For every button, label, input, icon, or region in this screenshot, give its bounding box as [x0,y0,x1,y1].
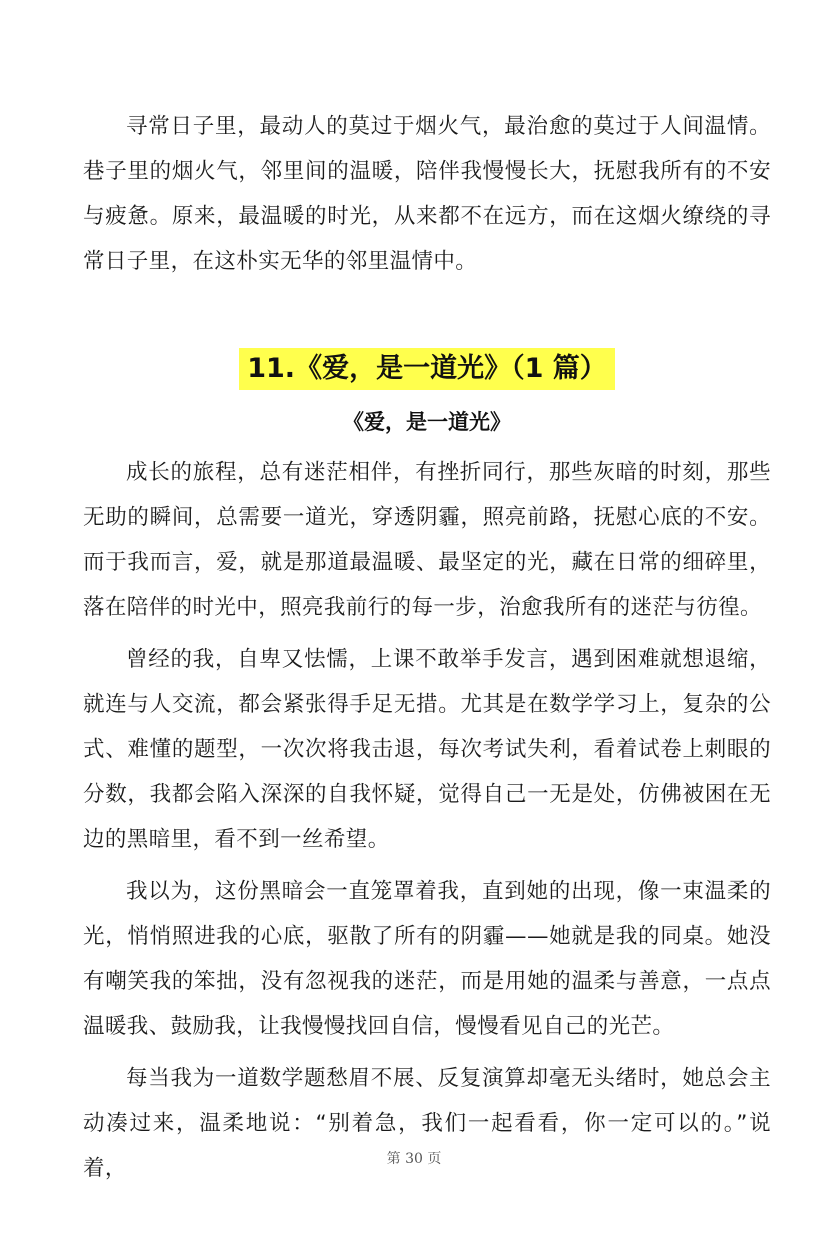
page-content [83,104,771,1191]
essay-title: 《爱，是一道光》 [343,410,511,434]
paragraph-3: 我以为，这份黑暗会一直笼罩着我，直到她的出现，像一束温柔的光，悄悄照进我的心底，驱散了所有的阴霾——她就是我的同桌。她没有嘲笑我的笨拙，没有忽视我的迷茫，而是用她的温柔与善意，一点点温暖我、鼓励我，让我慢慢找回自信，慢慢看见自己的光芒。 [83,879,771,1039]
section-heading-wrap [83,348,771,398]
paragraph-4: 每当我为一道数学题愁眉不展、反复演算却毫无头绪时，她总会主动凑过来，温柔地说：“别着急，我们一起看看，你一定可以的。”说着， [83,1066,771,1181]
paragraph-1: 成长的旅程，总有迷茫相伴，有挫折同行，那些灰暗的时刻，那些无助的瞬间，总需要一道光，穿透阴霾，照亮前路，抚慰心底的不安。而于我而言，爱，就是那道最温暖、最坚定的光，藏在日常的细碎里，落在陪伴的时光中，照亮我前行的每一步，治愈我所有的迷茫与彷徨。 [83,460,771,620]
page-number: 第 30 页 [386,1151,442,1167]
section-heading: 11.《爱，是一道光》（1 篇） [239,348,615,390]
paragraph-intro-ending: 寻常日子里，最动人的莫过于烟火气，最治愈的莫过于人间温情。巷子里的烟火气，邻里间的温暖，陪伴我慢慢长大，抚慰我所有的不安与疲惫。原来，最温暖的时光，从来都不在远方，而在这烟火缭绕的寻常日子里，在这朴实无华的邻里温情中。 [83,114,771,274]
paragraph-2: 曾经的我，自卑又怯懦，上课不敢举手发言，遇到困难就想退缩，就连与人交流，都会紧张得手足无措。尤其是在数学学习上，复杂的公式、难懂的题型，一次次将我击退，每次考试失利，看着试卷上刺眼的分数，我都会陷入深深的自我怀疑，觉得自己一无是处，仿佛被困在无边的黑暗里，看不到一丝希望。 [83,647,771,852]
